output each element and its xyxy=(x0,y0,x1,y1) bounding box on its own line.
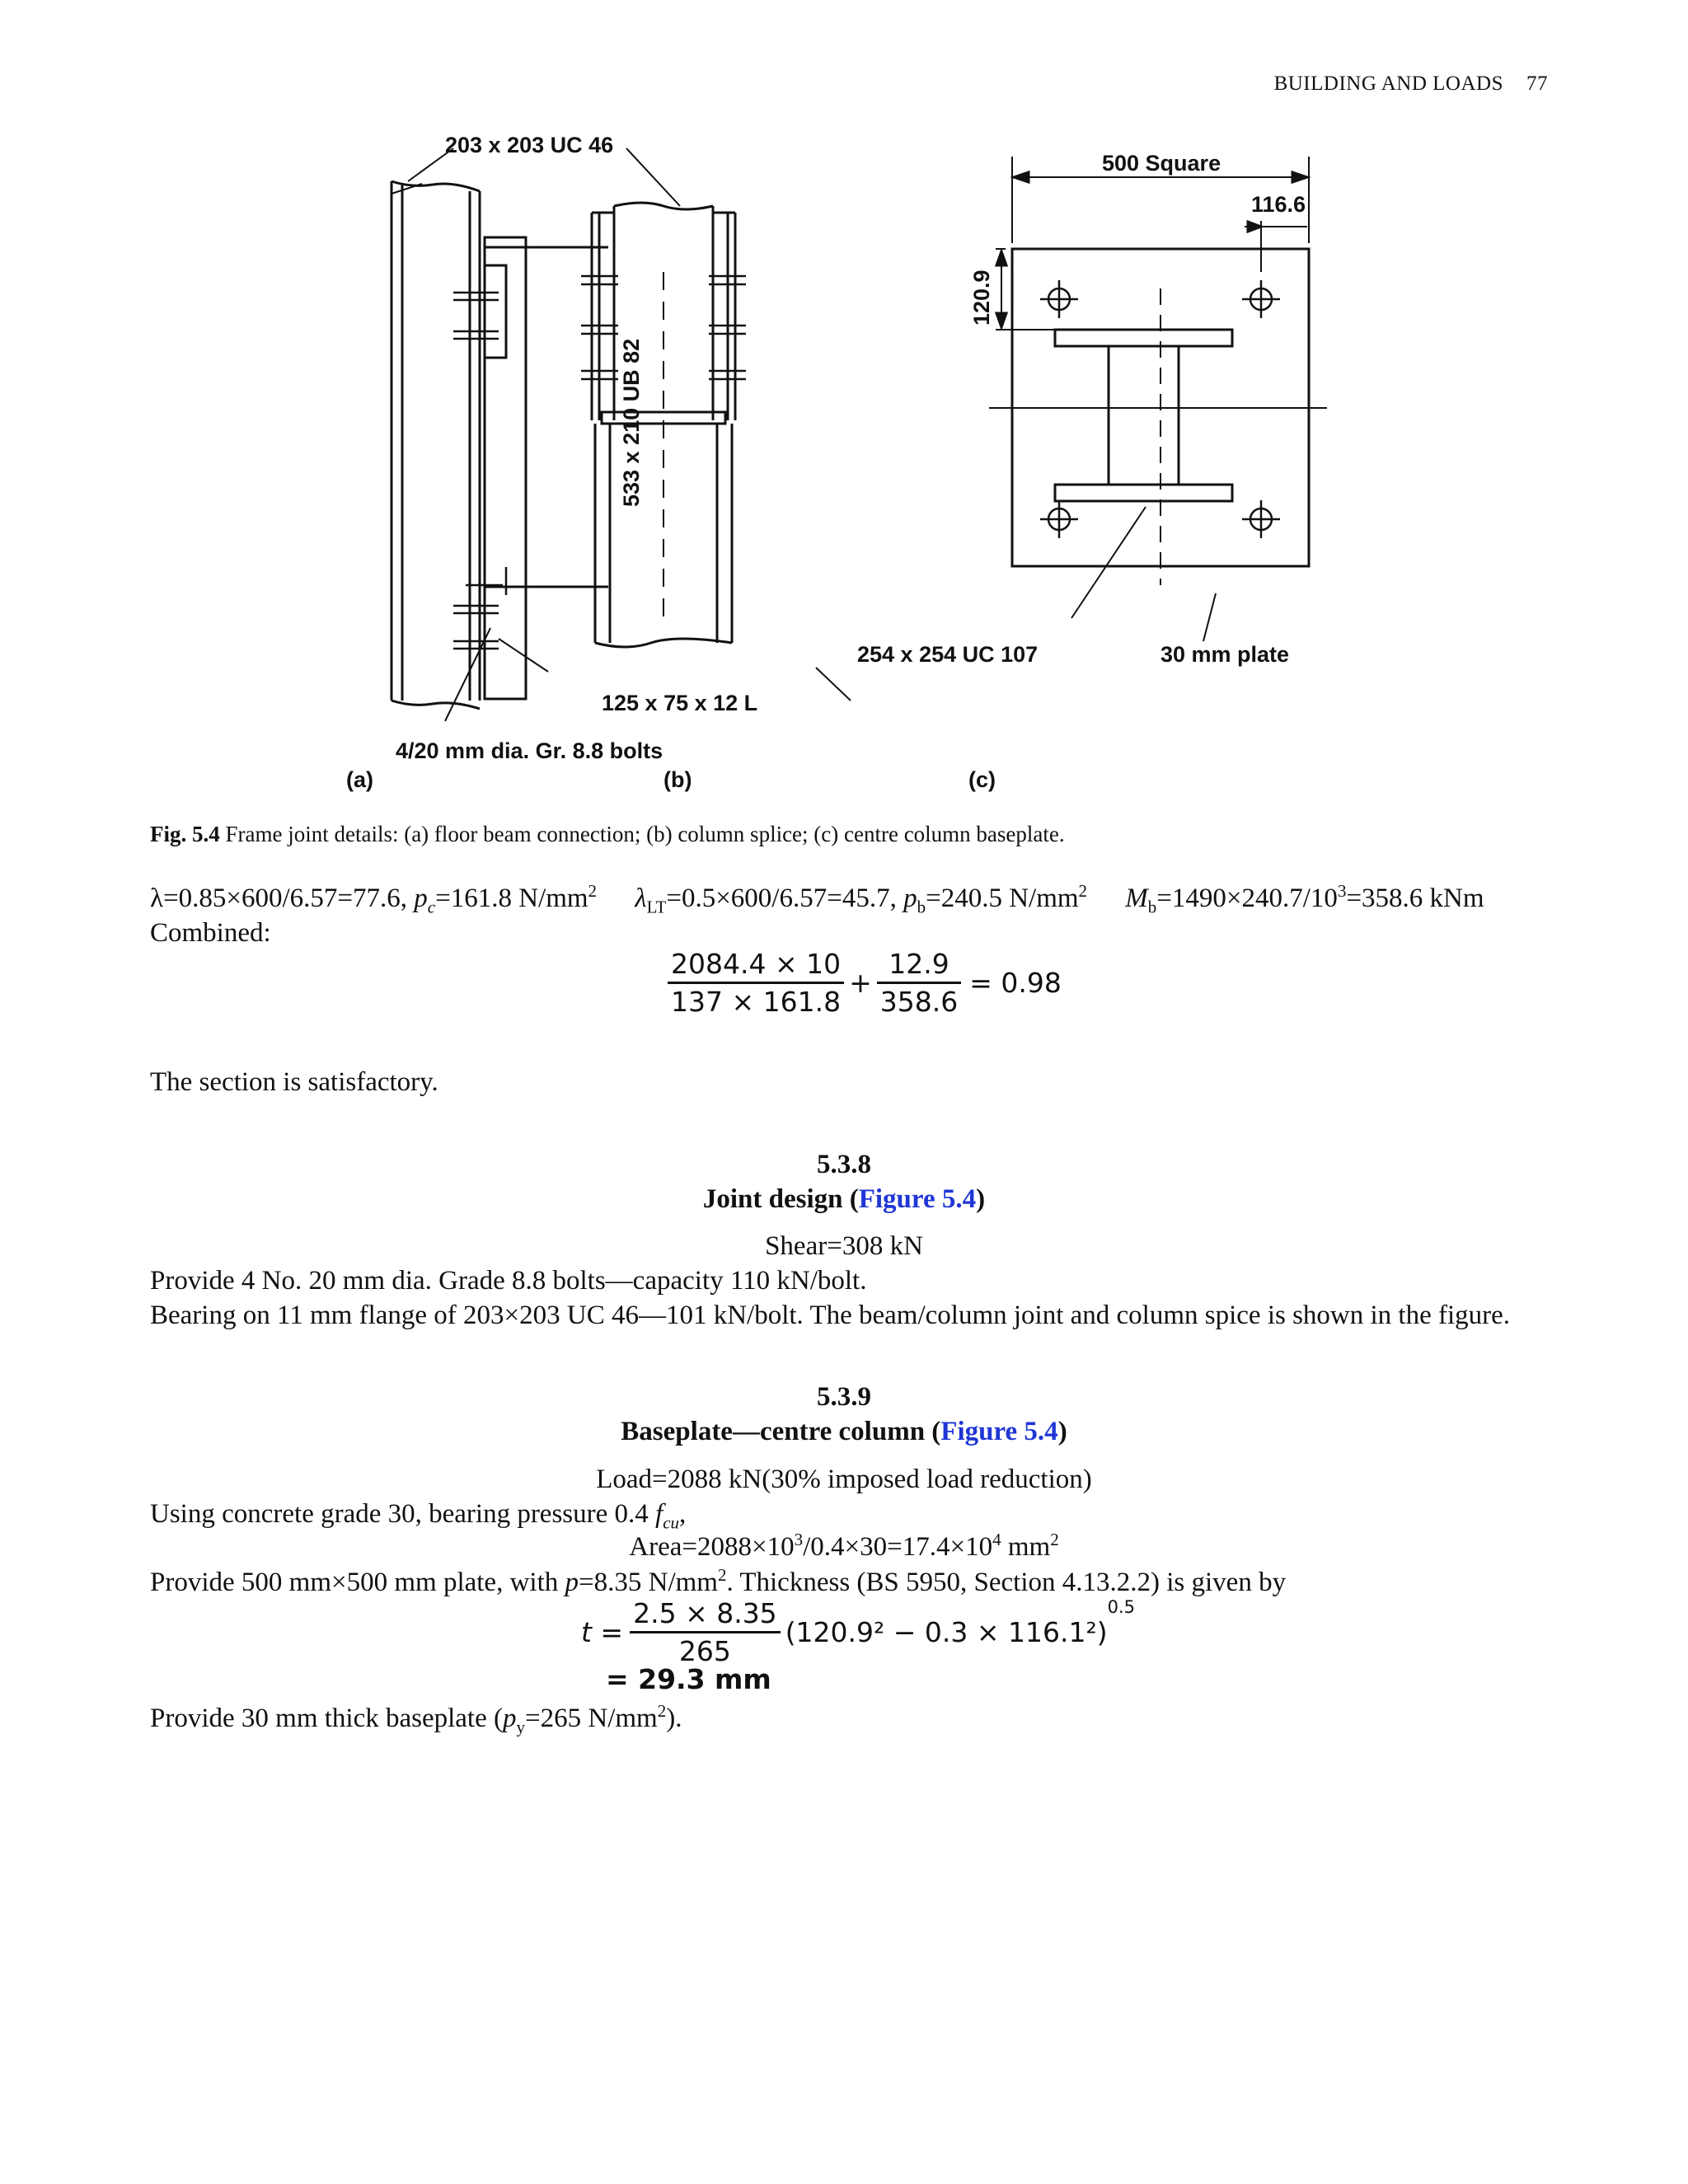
mb-exponent: 3 xyxy=(1337,881,1347,901)
concrete-prefix: Using concrete grade 30, bearing pressure 0.4 xyxy=(150,1499,656,1529)
figure-5-4-link[interactable]: Figure 5.4 xyxy=(858,1184,977,1214)
fcu-subscript: cu xyxy=(663,1512,680,1533)
area-text xyxy=(0,1530,1688,1563)
pc-value: =161.8 N/mm xyxy=(435,883,588,913)
area-part-b: /0.4×30=17.4×10 xyxy=(803,1532,993,1562)
pb-value: =240.5 N/mm xyxy=(926,883,1079,913)
plate-part-a: Provide 500 mm×500 mm plate, with xyxy=(150,1568,565,1597)
area-exp-2: 4 xyxy=(992,1530,1001,1549)
concrete-text xyxy=(150,1497,687,1533)
page-number: 77 xyxy=(1526,73,1548,95)
label-c: (c) xyxy=(968,767,996,792)
label-dim-116: 116.6 xyxy=(1251,192,1306,217)
py-symbol: p xyxy=(503,1704,517,1733)
plate-part-c: . Thickness (BS 5950, Section 4.13.2.2) is given by xyxy=(726,1568,1287,1597)
section-title-538 xyxy=(0,1183,1688,1216)
final-text xyxy=(150,1702,682,1735)
label-533-ub-82: 533 x 210 UB 82 xyxy=(619,338,644,507)
plate-part-b: =8.35 N/mm xyxy=(579,1568,718,1597)
mb-symbol: M xyxy=(1125,883,1148,913)
plate-p-symbol: p xyxy=(565,1568,579,1597)
fraction-1 xyxy=(668,948,844,1018)
mb-result: =358.6 kNm xyxy=(1346,883,1484,913)
lambda-text: λ=0.85×600/6.57=77.6, xyxy=(150,883,415,913)
joint-title-text: Joint design ( xyxy=(702,1184,859,1214)
baseplate-title-text: Baseplate—centre column ( xyxy=(621,1417,941,1446)
section-number-538: 5.3.8 xyxy=(817,1150,871,1179)
pc-exponent: 2 xyxy=(588,881,598,901)
lt-subscript: LT xyxy=(646,897,667,917)
pb-exponent: 2 xyxy=(1078,881,1088,901)
running-header xyxy=(1274,73,1548,96)
thickness-parenthesis: (120.9² − 0.3 × 116.1²) xyxy=(785,1616,1108,1648)
plus-sign: + xyxy=(849,967,872,999)
label-b: (b) xyxy=(663,767,692,792)
pb-subscript: b xyxy=(917,897,926,917)
caption-label: Fig. 5.4 xyxy=(150,822,220,846)
member-check-line xyxy=(150,882,1551,915)
py-subscript: y xyxy=(516,1717,525,1737)
area-exp-1: 3 xyxy=(794,1530,804,1549)
t-symbol: t = xyxy=(581,1616,624,1648)
pc-symbol: p xyxy=(414,883,428,913)
combined-result: = 0.98 xyxy=(969,967,1062,999)
combined-label: Combined: xyxy=(150,918,271,948)
pc-subscript: c xyxy=(427,897,436,917)
area-part-c: mm xyxy=(1001,1532,1051,1562)
plate-text xyxy=(150,1566,1286,1599)
area-exp-3: 2 xyxy=(1050,1530,1059,1549)
label-angle: 125 x 75 x 12 L xyxy=(602,691,758,715)
fraction-2-denominator: 358.6 xyxy=(879,986,959,1018)
section-number-539: 5.3.9 xyxy=(817,1382,871,1412)
figure-5-4-link-2[interactable]: Figure 5.4 xyxy=(940,1417,1058,1446)
label-bolts: 4/20 mm dia. Gr. 8.8 bolts xyxy=(396,738,663,763)
label-203-uc-46: 203 x 203 UC 46 xyxy=(445,133,614,157)
thickness-fraction xyxy=(630,1597,781,1667)
bolts-text: Provide 4 No. 20 mm dia. Grade 8.8 bolts—capacity 110 kN/bolt. xyxy=(150,1266,867,1296)
area-part-a: Area=2088×10 xyxy=(629,1532,795,1562)
figure-c-baseplate xyxy=(989,157,1327,641)
fraction-1-denominator: 137 × 161.8 xyxy=(671,986,842,1018)
thickness-numerator: 2.5 × 8.35 xyxy=(630,1597,781,1633)
mb-value: =1490×240.7/10 xyxy=(1156,883,1338,913)
figure-a-beam-connection xyxy=(392,148,608,721)
label-254-uc-107: 254 x 254 UC 107 xyxy=(857,642,1039,667)
baseplate-title-close: ) xyxy=(1057,1417,1067,1446)
pb-symbol: p xyxy=(903,883,917,913)
fcu-symbol: f xyxy=(655,1499,663,1529)
thickness-equation: t = $\frac{2.5 \times 8.35}{265}$ (120.9² − 0.3 × 116.1²) 0.5 xyxy=(581,1597,1135,1667)
mb-subscript: b xyxy=(1147,897,1157,917)
final-part-b: =265 N/mm xyxy=(525,1704,658,1733)
section-title-539 xyxy=(0,1415,1688,1448)
label-dim-120: 120.9 xyxy=(969,269,994,326)
plate-exp: 2 xyxy=(717,1565,727,1585)
caption-text: Frame joint details: (a) floor beam connection; (b) column splice; (c) centre column baseplate. xyxy=(225,822,1065,846)
thickness-denominator: 265 xyxy=(678,1635,731,1667)
fraction-1-numerator: 2084.4 × 10 xyxy=(668,948,844,984)
label-500-square: 500 Square xyxy=(1102,151,1221,176)
final-part-a: Provide 30 mm thick baseplate ( xyxy=(150,1704,503,1733)
header-title: BUILDING AND LOADS xyxy=(1273,73,1503,95)
shear-text: Shear=308 kN xyxy=(765,1231,923,1261)
final-exp: 2 xyxy=(657,1701,667,1721)
figure-5-4 xyxy=(330,124,1376,808)
load-text: Load=2088 kN(30% imposed load reduction) xyxy=(596,1465,1092,1494)
lt-symbol: λ xyxy=(635,883,647,913)
label-30mm-plate: 30 mm plate xyxy=(1160,642,1290,667)
bearing-text: Bearing on 11 mm flange of 203×203 UC 46—101 kN/bolt. The beam/column joint and column spice is shown in the figure. xyxy=(150,1301,1511,1330)
label-a: (a) xyxy=(346,767,373,792)
combined-equation xyxy=(668,948,1062,1018)
lt-value: =0.5×600/6.57=45.7, xyxy=(666,883,904,913)
fraction-2 xyxy=(877,948,961,1018)
figure-caption xyxy=(150,822,1065,847)
conclusion-text: The section is satisfactory. xyxy=(150,1067,438,1097)
joint-title-close: ) xyxy=(976,1184,986,1214)
final-part-c: ). xyxy=(666,1704,682,1733)
thickness-result: = 29.3 mm xyxy=(606,1663,771,1695)
fraction-2-numerator: 12.9 xyxy=(877,948,961,984)
concrete-comma: , xyxy=(679,1499,687,1529)
